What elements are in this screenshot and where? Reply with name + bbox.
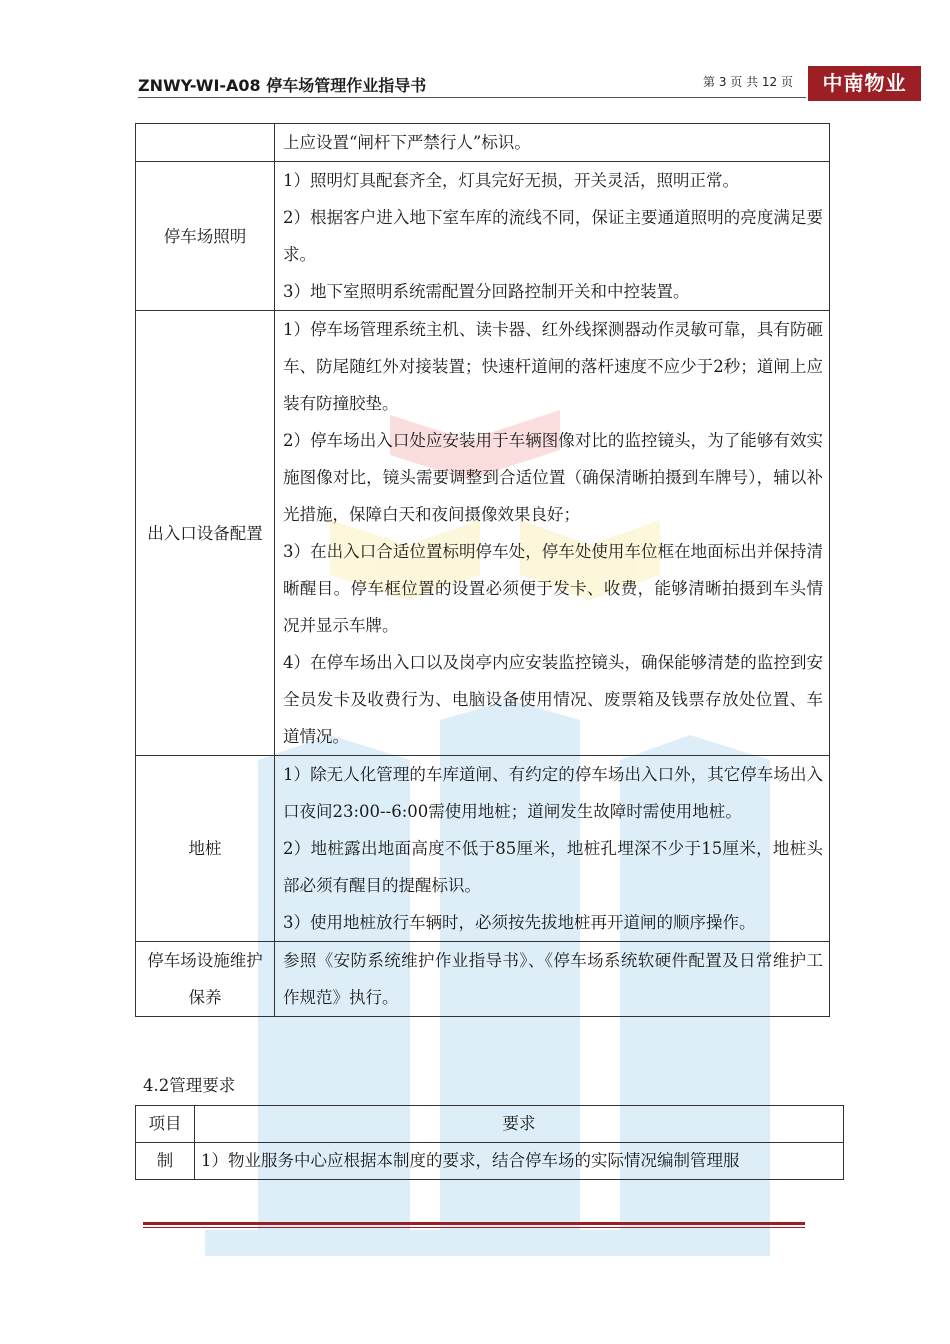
maintenance-content: 参照《安防系统维护作业指导书》、《停车场系统软硬件配置及日常维护工作规范》执行。 [275,942,830,1017]
list-item: 2）停车场出入口处应安装用于车辆图像对比的监控镜头，为了能够有效实施图像对比，镜头需要调整到合适位置（确保清晰拍摄到车牌号），辅以补光措施，保障白天和夜间摄像效果良好； [283,431,823,524]
table-header-row [136,1106,844,1143]
list-item: 2）根据客户进入地下室车库的流线不同，保证主要通道照明的亮度满足要求。 [283,208,823,264]
column-header-item: 项目 [136,1106,195,1143]
footer-divider [143,1222,805,1225]
row-label-entrance-equipment: 出入口设备配置 [136,311,275,756]
table-cell-content: 上应设置“闸杆下严禁行人”标识。 [275,124,830,162]
page-header [138,66,938,106]
table-row [136,124,830,162]
lighting-content [275,162,830,311]
list-item: 1）停车场管理系统主机、读卡器、红外线探测器动作灵敏可靠，具有防砸车、防尾随红外对接装置；快速杆道闸的落杆速度不应少于2秒；道闸上应装有防撞胶垫。 [283,320,823,413]
table-cell-label [136,124,275,162]
list-item: 3）在出入口合适位置标明停车处，停车处使用车位框在地面标出并保持清晰醒目。停车框位置的设置必须便于发卡、收费，能够清晰拍摄到车头情况并显示车牌。 [283,542,823,635]
list-item: 2）地桩露出地面高度不低于85厘米，地桩孔埋深不少于15厘米，地桩头部必须有醒目的提醒标识。 [283,839,823,895]
entrance-equipment-content [275,311,830,756]
table-row-lighting [136,162,830,311]
table-row-ground-pile [136,756,830,942]
section-heading: 4.2管理要求 [143,1076,236,1095]
brand-logo: 中南物业 [808,66,921,101]
table-cell-item: 制 [136,1143,195,1180]
document-title: ZNWY-WI-A08 停车场管理作业指导书 [138,76,427,95]
column-header-requirement: 要求 [195,1106,844,1143]
list-item: 4）在停车场出入口以及岗亭内应安装监控镜头，确保能够清楚的监控到安全员发卡及收费行为、电脑设备使用情况、废票箱及钱票存放处位置、车道情况。 [283,653,823,746]
table-cell-requirement: 1）物业服务中心应根据本制度的要求，结合停车场的实际情况编制管理服 [195,1143,844,1180]
table-row [136,1143,844,1180]
facility-requirements-table [135,123,830,1017]
list-item: 3）地下室照明系统需配置分回路控制开关和中控装置。 [283,282,690,301]
management-requirements-table [135,1105,844,1180]
list-item: 1）照明灯具配套齐全，灯具完好无损，开关灵活，照明正常。 [283,171,739,190]
row-label-ground-pile: 地桩 [136,756,275,942]
table-row-maintenance [136,942,830,1017]
list-item: 1）除无人化管理的车库道闸、有约定的停车场出入口外，其它停车场出入口夜间23:00--6:00需使用地桩；道闸发生故障时需使用地桩。 [283,765,823,821]
page-number: 第 3 页 共 12 页 [703,75,793,89]
header-divider [138,97,806,98]
ground-pile-content [275,756,830,942]
footer-divider-thin [143,1227,805,1228]
list-item: 3）使用地桩放行车辆时，必须按先拔地桩再开道闸的顺序操作。 [283,913,756,932]
table-row-entrance-equipment [136,311,830,756]
row-label-maintenance: 停车场设施维护保养 [136,942,275,1017]
row-label-lighting: 停车场照明 [136,162,275,311]
